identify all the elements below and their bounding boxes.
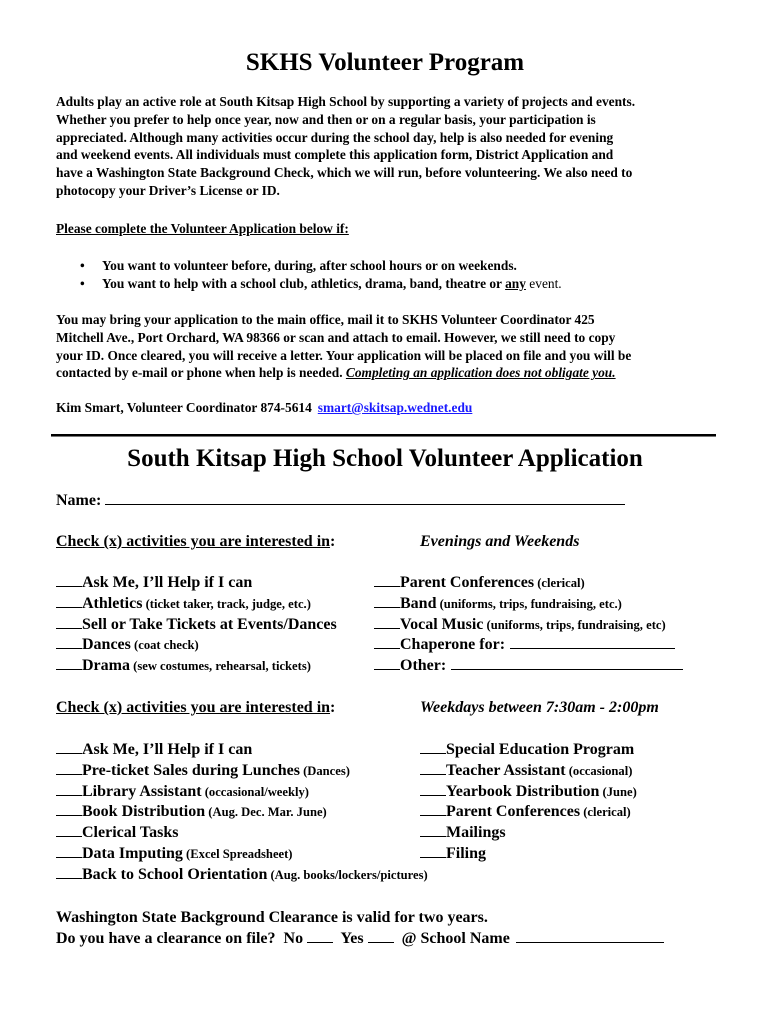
activity-item — [374, 615, 683, 636]
activity-item — [56, 865, 428, 886]
activity-label: Pre-ticket Sales during Lunches — [82, 761, 300, 779]
no-obligation-note: Completing an application does not obligate you. — [345, 365, 616, 381]
no-blank[interactable] — [307, 930, 333, 943]
activity-note: (Excel Spreadsheet) — [182, 846, 293, 861]
activity-checkbox-blank[interactable] — [374, 595, 400, 608]
activity-item — [420, 802, 637, 823]
activity-note: (uniforms, trips, fundraising, etc.) — [436, 596, 622, 611]
activity-checkbox-blank[interactable] — [374, 636, 400, 649]
school-name-field[interactable] — [516, 930, 664, 943]
intro-paragraph — [56, 93, 716, 200]
evenings-check-heading — [56, 533, 335, 551]
criteria-text: You want to help with a school club, athletics, drama, band, theatre or — [102, 276, 506, 291]
activity-item — [56, 782, 428, 803]
activity-item — [56, 740, 428, 761]
activity-label: Vocal Music — [400, 615, 484, 633]
activity-checkbox-blank[interactable] — [56, 741, 82, 754]
activity-checkbox-blank[interactable] — [420, 783, 446, 796]
submission-line: your ID. Once cleared, you will receive a letter. Your application will be placed on file and you will be — [56, 347, 632, 363]
activity-item — [56, 635, 337, 656]
activity-label: Chaperone for: — [400, 636, 506, 654]
activity-note: (uniforms, trips, fundraising, etc) — [483, 617, 666, 632]
no-label: No — [283, 930, 304, 947]
coordinator-info: Kim Smart, Volunteer Coordinator 874-5614 — [56, 400, 312, 415]
intro-line: have a Washington State Background Check, which we will run, before volunteering. We also need to — [56, 165, 633, 181]
activity-checkbox-blank[interactable] — [56, 616, 82, 629]
submission-text: contacted by e-mail or phone when help is needed. — [56, 365, 346, 381]
activity-checkbox-blank[interactable] — [374, 616, 400, 629]
check-colon: : — [330, 533, 336, 550]
activity-checkbox-blank[interactable] — [56, 762, 82, 775]
activity-label: Other: — [400, 657, 447, 675]
activity-label: Parent Conferences — [446, 803, 581, 821]
intro-line: and weekend events. All individuals must complete this application form, District Application and — [56, 147, 614, 163]
activity-checkbox-blank[interactable] — [374, 574, 400, 587]
activity-item — [56, 656, 337, 677]
name-row — [56, 490, 625, 510]
other-field[interactable] — [451, 657, 683, 670]
application-title: South Kitsap High School Volunteer Application — [127, 445, 643, 472]
activity-note: (clerical) — [534, 576, 585, 590]
program-title: SKHS Volunteer Program — [245, 49, 525, 76]
activity-label: Special Education Program — [446, 741, 635, 758]
activity-label: Yearbook Distribution — [446, 782, 600, 800]
submission-line — [56, 364, 716, 382]
criteria-heading: Please complete the Volunteer Application below if: — [56, 221, 349, 236]
school-name-label: @ School Name — [401, 930, 510, 947]
activity-note: (Aug. books/lockers/pictures) — [267, 867, 428, 882]
yes-blank[interactable] — [368, 930, 394, 943]
bullet-icon: • — [80, 276, 85, 291]
activity-item — [56, 823, 428, 844]
activity-note: (Dances) — [299, 763, 350, 778]
weekdays-check-heading — [56, 699, 335, 717]
clearance-validity: Washington State Background Clearance is valid for two years. — [56, 909, 488, 926]
activity-checkbox-blank[interactable] — [56, 866, 82, 879]
activity-note: (sew costumes, rehearsal, tickets) — [129, 659, 311, 674]
activity-item — [374, 573, 683, 594]
criteria-item — [80, 257, 562, 275]
yes-label: Yes — [340, 930, 364, 947]
activity-label: Athletics — [82, 594, 143, 612]
activity-checkbox-blank[interactable] — [56, 845, 82, 858]
criteria-emphasis: any — [505, 276, 526, 291]
activity-item — [56, 761, 428, 782]
weekdays-subheading: Weekdays between 7:30am - 2:00pm — [420, 699, 659, 716]
intro-line: Whether you prefer to help once year, now and then or on a regular basis, your participation is — [56, 111, 596, 127]
activity-checkbox-blank[interactable] — [374, 657, 400, 670]
activity-note: (coat check) — [130, 638, 199, 653]
criteria-list — [80, 257, 562, 293]
activity-label: Sell or Take Tickets at Events/Dances — [82, 615, 337, 633]
intro-line: appreciated. Although many activities occur during the school day, help is also needed for evening — [56, 129, 614, 145]
weekdays-right-column — [420, 740, 637, 865]
check-label: Check (x) activities you are interested in — [56, 699, 331, 716]
section-divider — [51, 434, 716, 437]
activity-item — [56, 844, 428, 865]
weekdays-left-column — [56, 740, 428, 886]
activity-item — [420, 761, 637, 782]
activity-note: (occasional/weekly) — [201, 784, 309, 799]
activity-note: (ticket taker, track, judge, etc.) — [142, 596, 311, 611]
activity-checkbox-blank[interactable] — [56, 574, 82, 587]
activity-checkbox-blank[interactable] — [420, 845, 446, 858]
check-label: Check (x) activities you are interested in — [56, 533, 331, 550]
activity-label: Book Distribution — [82, 803, 206, 821]
activity-label: Mailings — [446, 824, 506, 842]
activity-note: (clerical) — [580, 805, 631, 820]
activity-checkbox-blank[interactable] — [56, 824, 82, 837]
chaperone-field[interactable] — [510, 636, 675, 649]
activity-label: Filing — [446, 844, 487, 862]
intro-line: Adults play an active role at South Kitsap High School by supporting a variety of projects and events. — [56, 94, 636, 109]
activity-item — [374, 594, 683, 615]
clearance-question-row — [56, 928, 664, 949]
activity-checkbox-blank[interactable] — [56, 657, 82, 670]
activity-item — [56, 573, 337, 594]
activity-label: Ask Me, I’ll Help if I can — [82, 574, 253, 591]
name-label: Name: — [56, 492, 102, 509]
activity-item — [56, 594, 337, 615]
activity-item — [56, 615, 337, 636]
activity-label: Ask Me, I’ll Help if I can — [82, 741, 253, 758]
activity-checkbox-blank[interactable] — [420, 741, 446, 754]
activity-label: Parent Conferences — [400, 574, 535, 591]
activity-checkbox-blank[interactable] — [56, 636, 82, 649]
activity-label: Clerical Tasks — [82, 824, 179, 842]
activity-note: (occasional) — [565, 763, 633, 778]
activity-item — [420, 740, 637, 761]
evenings-left-column — [56, 573, 337, 677]
activity-label: Drama — [82, 657, 130, 675]
name-field[interactable] — [105, 490, 625, 505]
activity-checkbox-blank[interactable] — [56, 783, 82, 796]
activity-checkbox-blank[interactable] — [420, 762, 446, 775]
clearance-section — [56, 907, 664, 949]
activity-label: Teacher Assistant — [446, 761, 566, 779]
activity-label: Back to School Orientation — [82, 865, 268, 883]
activity-item — [420, 844, 637, 865]
bullet-icon: • — [80, 258, 85, 273]
submission-line: You may bring your application to the main office, mail it to SKHS Volunteer Coordinator 425 — [56, 312, 595, 327]
clearance-question: Do you have a clearance on file? — [56, 930, 276, 947]
activity-label: Dances — [82, 636, 131, 654]
activity-checkbox-blank[interactable] — [420, 824, 446, 837]
criteria-text: You want to volunteer before, during, after school hours or on weekends. — [102, 258, 517, 273]
coordinator-contact — [56, 400, 472, 416]
criteria-text-end: event. — [525, 276, 562, 291]
activity-label: Band — [400, 594, 437, 612]
coordinator-email-link[interactable]: smart@skitsap.wednet.edu — [317, 400, 473, 415]
activity-item — [374, 656, 683, 677]
activity-label: Library Assistant — [82, 782, 202, 800]
activity-checkbox-blank[interactable] — [420, 803, 446, 816]
activity-item — [56, 802, 428, 823]
activity-note: (Aug. Dec. Mar. June) — [205, 805, 327, 820]
activity-item — [420, 823, 637, 844]
submission-line: Mitchell Ave., Port Orchard, WA 98366 or scan and attach to email. However, we still need to copy — [56, 329, 616, 345]
intro-line: photocopy your Driver’s License or ID. — [56, 182, 280, 198]
activity-item — [374, 635, 683, 656]
check-colon: : — [330, 699, 336, 716]
evenings-right-column — [374, 573, 683, 677]
activity-note: (June) — [599, 784, 637, 799]
activity-label: Data Imputing — [82, 844, 183, 862]
evenings-subheading: Evenings and Weekends — [420, 533, 580, 550]
activity-checkbox-blank[interactable] — [56, 803, 82, 816]
activity-checkbox-blank[interactable] — [56, 595, 82, 608]
submission-paragraph — [56, 311, 716, 382]
criteria-item — [80, 275, 562, 293]
activity-item — [420, 782, 637, 803]
